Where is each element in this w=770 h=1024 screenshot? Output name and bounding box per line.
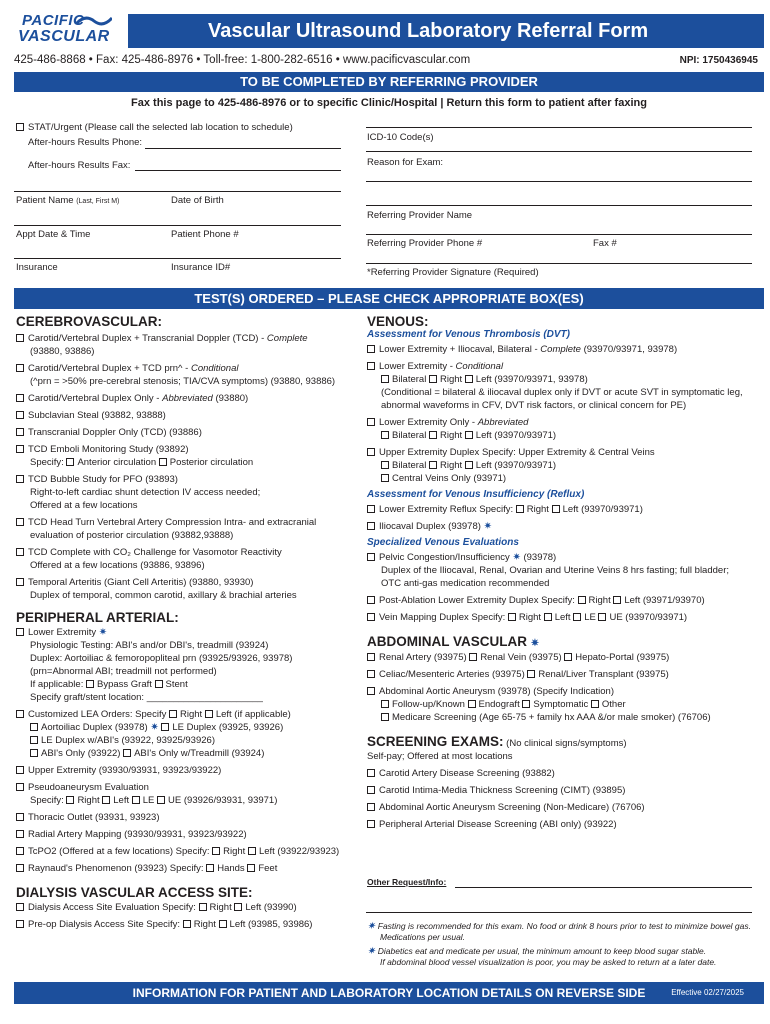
cerebro-item-10[interactable]: Temporal Arteritis (Giant Cell Arteritis) (93880, 93930)	[16, 576, 356, 589]
cerebro-item-7[interactable]: TCD Bubble Study for PFO (93893)	[16, 473, 356, 486]
specialized-subheading: Specialized Venous Evaluations	[367, 537, 519, 548]
screening-item-1[interactable]: Carotid Artery Disease Screening (93882)	[367, 767, 762, 780]
reason-label: Reason for Exam:	[367, 157, 444, 168]
appt-label: Appt Date & Time	[16, 229, 91, 240]
checkbox[interactable]	[16, 903, 24, 911]
cerebro-item-6[interactable]: TCD Emboli Monitoring Study (93892)	[16, 443, 356, 456]
cerebro-item-9-note: Offered at a few locations (93886, 93896)	[30, 560, 205, 571]
fax-instructions: Fax this page to 425-486-8976 or to specific Clinic/Hospital | Return this form to patient after faxing	[131, 97, 647, 109]
venous-item-2-note2: abnormal waveforms in CFV, DVT risk factors, or clinical concern for PE)	[381, 400, 687, 411]
peripheral-item-2-c: LE Duplex w/ABI's (93922, 93925/93926)	[16, 734, 356, 747]
venous-item-8[interactable]: Post-Ablation Lower Extremity Duplex Specify: Right Left (93971/93970)	[367, 594, 762, 607]
checkbox[interactable]	[16, 428, 24, 436]
venous-item-2-sides: Bilateral Right Left (93970/93971, 93978)	[367, 373, 762, 386]
checkbox[interactable]	[367, 362, 375, 370]
peripheral-item-1[interactable]: Lower Extremity ✷	[16, 626, 356, 639]
checkbox[interactable]	[248, 847, 256, 855]
peripheral-item-3[interactable]: Upper Extremity (93930/93931, 93923/93922)	[16, 764, 356, 777]
cerebro-item-2-codes: (^prn = >50% pre-cerebral stenosis; TIA/CVA symptoms) (93880, 93886)	[30, 376, 336, 387]
checkbox[interactable]	[527, 670, 535, 678]
checkbox[interactable]	[123, 749, 131, 757]
divider	[366, 234, 752, 235]
star-icon: ✷	[150, 722, 159, 733]
venous-item-3-sides: Bilateral Right Left (93970/93971)	[367, 429, 762, 442]
divider	[366, 205, 752, 206]
divider	[14, 191, 341, 192]
checkbox[interactable]	[367, 653, 375, 661]
checkbox[interactable]	[183, 920, 191, 928]
form-title: Vascular Ultrasound Laboratory Referral Form	[128, 14, 764, 48]
checkbox[interactable]	[16, 628, 24, 636]
cerebro-item-3[interactable]: Carotid/Vertebral Duplex Only - Abbreviated (93880)	[16, 392, 356, 405]
cerebro-item-1[interactable]: Carotid/Vertebral Duplex + Transcranial Doppler (TCD) - Complete	[16, 332, 356, 345]
venous-item-2[interactable]: Lower Extremity - Conditional	[367, 360, 762, 373]
checkbox[interactable]	[16, 475, 24, 483]
peripheral-item-4[interactable]: Pseudoaneurysm Evaluation	[16, 781, 356, 794]
checkbox[interactable]	[367, 786, 375, 794]
peripheral-item-5[interactable]: Thoracic Outlet (93931, 93923)	[16, 811, 356, 824]
peripheral-item-1-applicable: If applicable: Bypass Graft Stent	[30, 679, 188, 690]
abdominal-item-3-medicare: Medicare Screening (Age 65-75 + family hx AAA &/or male smoker) (76706)	[367, 711, 762, 724]
venous-item-4[interactable]: Upper Extremity Duplex Specify: Upper Extremity & Central Veins	[367, 446, 762, 459]
referring-provider-phone-label: Referring Provider Phone #	[367, 238, 483, 249]
checkbox[interactable]	[429, 431, 437, 439]
checkbox[interactable]	[66, 796, 74, 804]
checkbox[interactable]	[367, 670, 375, 678]
peripheral-item-1-graft-location[interactable]: Specify graft/stent location: ______________________	[30, 692, 263, 703]
checkbox[interactable]	[573, 613, 581, 621]
screening-item-2[interactable]: Carotid Intima-Media Thickness Screening (CIMT) (93895)	[367, 784, 762, 797]
after-hours-phone-line[interactable]	[145, 148, 341, 149]
checkbox[interactable]	[16, 847, 24, 855]
left-column	[16, 314, 356, 931]
cerebro-item-9[interactable]: TCD Complete with CO₂ Challenge for Vasomotor Reactivity	[16, 546, 356, 559]
checkbox[interactable]	[469, 653, 477, 661]
checkbox[interactable]	[429, 375, 437, 383]
stat-checkbox-row[interactable]	[16, 121, 293, 134]
signature-label: *Referring Provider Signature (Required)	[367, 267, 539, 278]
peripheral-item-2-d: ABI's Only (93922) ABI's Only w/Treadmill (93924)	[16, 747, 356, 760]
peripheral-item-1-duplex: Duplex: Aortoiliac & femoropopliteal prn (93925/93926, 93978)	[30, 653, 293, 664]
checkbox[interactable]	[381, 431, 389, 439]
checkbox[interactable]	[367, 596, 375, 604]
checkbox[interactable]	[367, 505, 375, 513]
peripheral-item-2[interactable]: Customized LEA Orders: Specify Right Left (if applicable)	[16, 708, 356, 721]
cerebro-item-7-note: Right-to-left cardiac shunt detection IV access needed;	[30, 487, 261, 498]
checkbox[interactable]	[508, 613, 516, 621]
patient-name-label: Patient Name (Last, First M)	[16, 195, 120, 206]
abdominal-heading: ABDOMINAL VASCULAR ✷	[367, 634, 540, 649]
peripheral-item-4-specify: Specify: Right Left LE UE (93926/93931, 93971)	[30, 795, 278, 806]
cerebro-item-6-specify: Specify: Anterior circulation Posterior circulation	[30, 457, 254, 468]
cerebro-item-1-codes: (93880, 93886)	[30, 346, 95, 357]
venous-item-7-note2: OTC anti-gas medication recommended	[381, 578, 550, 589]
checkbox[interactable]	[381, 474, 389, 482]
logo-line1: PACIFIC	[22, 12, 85, 29]
cerebro-item-4[interactable]: Subclavian Steal (93882, 93888)	[16, 409, 356, 422]
venous-item-9[interactable]: Vein Mapping Duplex Specify: Right Left LE UE (93970/93971)	[367, 611, 762, 624]
checkbox[interactable]	[381, 713, 389, 721]
checkbox[interactable]	[367, 613, 375, 621]
screening-item-4[interactable]: Peripheral Arterial Disease Screening (ABI only) (93922)	[367, 818, 762, 831]
screening-sub: Self-pay; Offered at most locations	[367, 751, 513, 762]
after-hours-phone-label: After-hours Results Phone:	[28, 137, 143, 148]
checkbox[interactable]	[102, 796, 110, 804]
checkbox[interactable]	[544, 613, 552, 621]
venous-item-6[interactable]: Iliocaval Duplex (93978) ✷	[367, 520, 762, 533]
abdominal-item-1[interactable]: Renal Artery (93975) Renal Vein (93975) Hepato-Portal (93975)	[367, 651, 762, 664]
checkbox[interactable]	[169, 710, 177, 718]
referring-fax-label: Fax #	[593, 238, 617, 249]
checkbox[interactable]	[16, 813, 24, 821]
star-icon: ✷	[367, 921, 376, 932]
checkbox[interactable]	[247, 864, 255, 872]
patient-phone-label: Patient Phone #	[171, 229, 239, 240]
venous-item-4-central: Central Veins Only (93971)	[367, 472, 762, 485]
peripheral-arterial-heading: PERIPHERAL ARTERIAL:	[16, 610, 179, 625]
divider	[14, 225, 341, 226]
checkbox[interactable]	[522, 700, 530, 708]
checkbox[interactable]	[552, 505, 560, 513]
after-hours-fax-label: After-hours Results Fax:	[28, 160, 131, 171]
checkbox[interactable]	[367, 687, 375, 695]
checkbox[interactable]	[465, 431, 473, 439]
checkbox[interactable]	[234, 903, 242, 911]
checkbox[interactable]	[16, 445, 24, 453]
peripheral-item-1-prn: (prn=Abnormal ABI; treadmill not performed)	[30, 666, 217, 677]
checkbox[interactable]	[16, 710, 24, 718]
footer-text: INFORMATION FOR PATIENT AND LABORATORY LOCATION DETAILS ON REVERSE SIDE	[132, 986, 646, 1000]
stat-checkbox[interactable]	[16, 123, 24, 131]
checkbox[interactable]	[16, 548, 24, 556]
screening-item-3[interactable]: Abdominal Aortic Aneurysm Screening (Non-Medicare) (76706)	[367, 801, 762, 814]
checkbox[interactable]	[157, 796, 165, 804]
checkbox[interactable]	[16, 864, 24, 872]
checkbox[interactable]	[16, 766, 24, 774]
insurance-label: Insurance	[16, 262, 58, 273]
divider	[366, 912, 752, 913]
stat-label: STAT/Urgent (Please call the selected lab location to schedule)	[28, 122, 293, 133]
star-icon: ✷	[512, 552, 521, 563]
logo-wave-icon	[76, 14, 112, 28]
checkbox[interactable]	[16, 920, 24, 928]
divider	[14, 258, 341, 259]
checkbox[interactable]	[30, 749, 38, 757]
after-hours-fax-line[interactable]	[135, 170, 341, 171]
peripheral-item-2-a: Aortoiliac Duplex (93978) ✷ LE Duplex (93925, 93926)	[16, 721, 356, 734]
venous-item-4-sides: Bilateral Right Left (93970/93971)	[367, 459, 762, 472]
checkbox[interactable]	[159, 458, 167, 466]
peripheral-item-7[interactable]: TcPO2 (Offered at a few locations) Specify: Right Left (93922/93923)	[16, 845, 356, 858]
npi-number: NPI: 1750436945	[679, 55, 758, 66]
checkbox[interactable]	[155, 680, 163, 688]
checkbox[interactable]	[367, 522, 375, 530]
peripheral-item-8[interactable]: Raynaud's Phenomenon (93923) Specify: Hands Feet	[16, 862, 356, 875]
checkbox[interactable]	[367, 345, 375, 353]
venous-item-2-note: (Conditional = bilateral & iliocaval duplex only if DVT or acute SVT in symptomatic leg,	[381, 387, 743, 398]
logo-line2: VASCULAR	[18, 28, 110, 45]
dialysis-item-1[interactable]: Dialysis Access Site Evaluation Specify: Right Left (93990)	[16, 901, 356, 914]
venous-item-7-note: Duplex of the Iliocaval, Renal, Ovarian and Uterine Veins 8 hrs fasting; full bladder;	[381, 565, 729, 576]
dvt-subheading: Assessment for Venous Thrombosis (DVT)	[367, 329, 570, 340]
checkbox[interactable]	[30, 736, 38, 744]
referring-provider-bar: TO BE COMPLETED BY REFERRING PROVIDER	[14, 72, 764, 92]
contact-line: 425-486-8868 • Fax: 425-486-8976 • Toll-free: 1-800-282-6516 • www.pacificvascular.com	[14, 54, 471, 66]
abdominal-item-3[interactable]: Abdominal Aortic Aneurysm (93978) (Specify Indication)	[367, 685, 762, 698]
checkbox[interactable]	[367, 418, 375, 426]
other-request-line[interactable]	[455, 887, 752, 888]
abdominal-item-3-indications: Follow-up/Known Endograft Symptomatic Other	[367, 698, 762, 711]
cerebrovascular-heading: CEREBROVASCULAR:	[16, 314, 163, 329]
referring-provider-name-label: Referring Provider Name	[367, 210, 473, 221]
checkbox[interactable]	[16, 334, 24, 342]
checkbox[interactable]	[132, 796, 140, 804]
checkbox[interactable]	[16, 783, 24, 791]
right-column	[367, 314, 762, 831]
cerebro-item-10-note: Duplex of temporal, common carotid, axillary & brachial arteries	[30, 590, 297, 601]
tests-ordered-bar: TEST(S) ORDERED – PLEASE CHECK APPROPRIATE BOX(ES)	[14, 288, 764, 309]
venous-item-1[interactable]: Lower Extremity + Iliocaval, Bilateral - Complete (93970/93971, 93978)	[367, 343, 762, 356]
checkbox[interactable]	[591, 700, 599, 708]
checkbox[interactable]	[206, 864, 214, 872]
checkbox[interactable]	[578, 596, 586, 604]
insurance-id-label: Insurance ID#	[171, 262, 231, 273]
star-icon: ✷	[530, 638, 540, 649]
cerebro-item-8-note: evaluation of posterior circulation (93882,93888)	[30, 530, 234, 541]
cerebro-item-2[interactable]: Carotid/Vertebral Duplex + TCD prn^ - Conditional	[16, 362, 356, 375]
reflux-subheading: Assessment for Venous Insufficiency (Reflux)	[367, 489, 585, 500]
checkbox[interactable]	[367, 820, 375, 828]
fasting-note: ✷ Fasting is recommended for this exam. No food or drink 8 hours prior to test to minimize bowel gas. Medications per usual. ✷ Diabetics eat and medicate per usual, the minimum amount to keep blood sugar stable. If abdominal blood vessel visualization is poor, you may be asked to return at a later date.	[367, 921, 751, 967]
checkbox[interactable]	[219, 920, 227, 928]
checkbox[interactable]	[429, 461, 437, 469]
dob-label: Date of Birth	[171, 195, 224, 206]
dialysis-heading: DIALYSIS VASCULAR ACCESS SITE:	[16, 885, 253, 900]
divider	[366, 263, 752, 264]
checkbox[interactable]	[381, 461, 389, 469]
checkbox[interactable]	[16, 518, 24, 526]
abdominal-item-2[interactable]: Celiac/Mesenteric Arteries (93975) Renal/Liver Transplant (93975)	[367, 668, 762, 681]
checkbox[interactable]	[212, 847, 220, 855]
icd10-label: ICD-10 Code(s)	[367, 132, 434, 143]
checkbox[interactable]	[367, 769, 375, 777]
checkbox[interactable]	[465, 375, 473, 383]
pacific-vascular-logo	[14, 12, 124, 50]
cerebro-item-8[interactable]: TCD Head Turn Vertebral Artery Compression Intra- and extracranial	[16, 516, 356, 529]
screening-heading: SCREENING EXAMS: (No clinical signs/symptoms)	[367, 734, 627, 749]
checkbox[interactable]	[465, 461, 473, 469]
dialysis-item-2[interactable]: Pre-op Dialysis Access Site Specify: Right Left (93985, 93986)	[16, 918, 356, 931]
checkbox[interactable]	[86, 680, 94, 688]
checkbox[interactable]	[367, 553, 375, 561]
checkbox[interactable]	[16, 411, 24, 419]
checkbox[interactable]	[468, 700, 476, 708]
checkbox[interactable]	[66, 458, 74, 466]
checkbox[interactable]	[367, 448, 375, 456]
other-request-label: Other Request/Info:	[367, 877, 447, 887]
checkbox[interactable]	[613, 596, 621, 604]
checkbox[interactable]	[564, 653, 572, 661]
checkbox[interactable]	[199, 903, 207, 911]
checkbox[interactable]	[16, 364, 24, 372]
venous-item-3[interactable]: Lower Extremity Only - Abbreviated	[367, 416, 762, 429]
checkbox[interactable]	[161, 723, 169, 731]
cerebro-item-7-note2: Offered at a few locations	[30, 500, 138, 511]
checkbox[interactable]	[367, 803, 375, 811]
effective-date: Effective 02/27/2025	[671, 988, 744, 997]
checkbox[interactable]	[30, 723, 38, 731]
peripheral-item-6[interactable]: Radial Artery Mapping (93930/93931, 93923/93922)	[16, 828, 356, 841]
peripheral-item-1-physiologic: Physiologic Testing: ABI's and/or DBI's, treadmill (93924)	[30, 640, 269, 651]
star-icon: ✷	[367, 946, 376, 957]
checkbox[interactable]	[16, 578, 24, 586]
checkbox[interactable]	[16, 394, 24, 402]
venous-item-7[interactable]: Pelvic Congestion/Insufficiency ✷ (93978)	[367, 551, 762, 564]
checkbox[interactable]	[381, 375, 389, 383]
star-icon: ✷	[98, 627, 108, 638]
star-icon: ✷	[483, 521, 492, 532]
divider	[366, 151, 752, 152]
checkbox[interactable]	[381, 700, 389, 708]
divider	[366, 127, 752, 128]
checkbox[interactable]	[16, 830, 24, 838]
checkbox[interactable]	[598, 613, 606, 621]
checkbox[interactable]	[516, 505, 524, 513]
footer-bar	[14, 982, 764, 1004]
venous-item-5[interactable]: Lower Extremity Reflux Specify: Right Left (93970/93971)	[367, 503, 762, 516]
checkbox[interactable]	[205, 710, 213, 718]
venous-heading: VENOUS:	[367, 314, 429, 329]
cerebro-item-5[interactable]: Transcranial Doppler Only (TCD) (93886)	[16, 426, 356, 439]
divider	[366, 181, 752, 182]
